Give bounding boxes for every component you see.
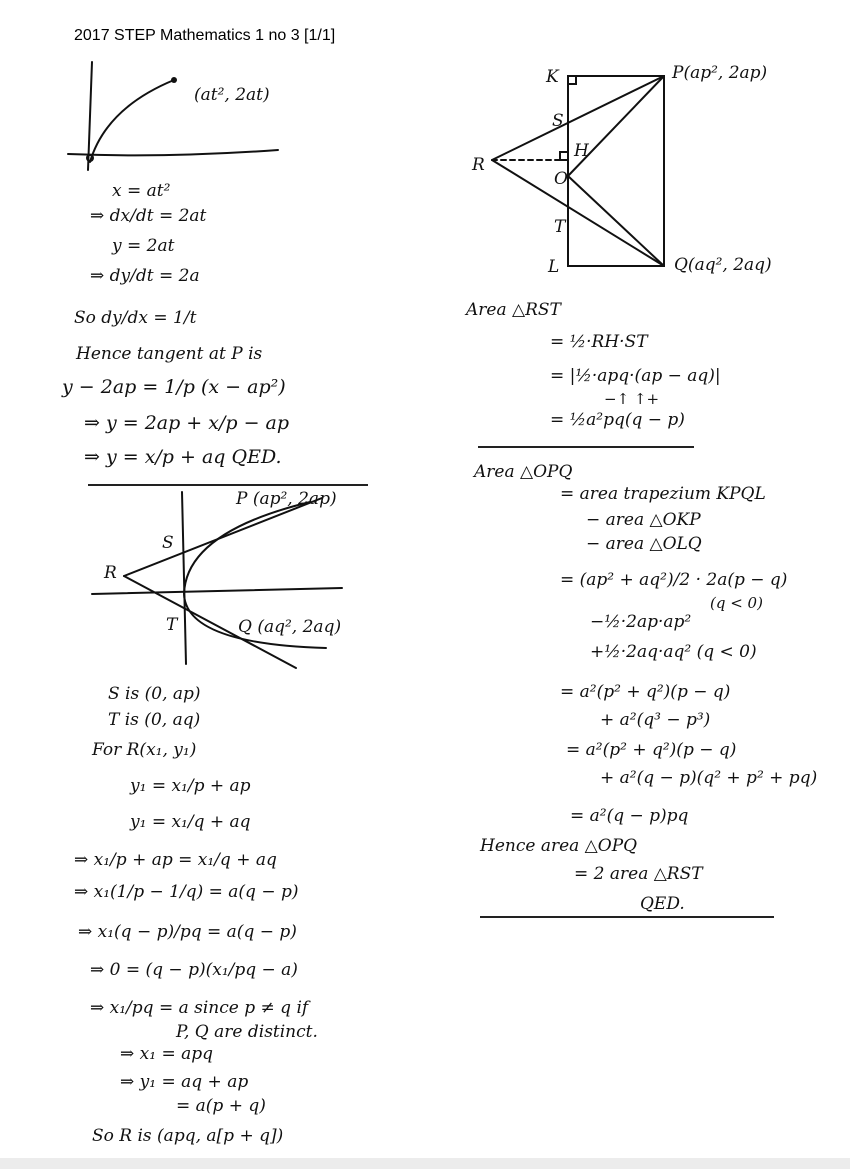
label-p: P(ap², 2ap): [672, 63, 768, 83]
lower-line-1: S is (0, ap): [108, 684, 201, 704]
rst-line-5: = ½a²pq(q − p): [550, 410, 685, 430]
label-r: R: [472, 155, 485, 175]
right-angle-k: [568, 76, 576, 84]
opq-line-8: +½·2aq·aq² (q < 0): [590, 642, 757, 662]
opq-line-10: + a²(q³ − p³): [600, 710, 711, 730]
scan-edge: [0, 1158, 850, 1169]
label-o: O: [554, 169, 568, 189]
page-title: 2017 STEP Mathematics 1 no 3 [1/1]: [74, 27, 336, 44]
label-q: Q (aq², 2aq): [238, 617, 342, 637]
lower-line-12: ⇒ x₁ = apq: [120, 1044, 214, 1064]
line-op: [568, 76, 664, 176]
label-s: S: [552, 111, 564, 131]
opq-line-16: QED.: [640, 894, 685, 914]
label-l: L: [548, 257, 560, 277]
divider-left-1: [88, 484, 368, 486]
tangent-at-p: [124, 498, 322, 576]
deriv-line-6: Hence tangent at P is: [76, 344, 263, 364]
opq-line-14: Hence area △OPQ: [480, 836, 638, 856]
opq-line-2: = area trapezium KPQL: [560, 484, 766, 504]
right-angle-h: [560, 152, 568, 160]
label-t: T: [554, 217, 566, 237]
label-q: Q(aq², 2aq): [674, 255, 772, 275]
lower-line-4: y₁ = x₁/p + ap: [130, 776, 251, 796]
lower-line-9: ⇒ 0 = (q − p)(x₁/pq − a): [90, 960, 298, 980]
y-axis: [182, 492, 186, 664]
line-rq: [492, 160, 664, 266]
tangents-figure-2: [90, 488, 350, 668]
opq-line-3: − area △OKP: [586, 510, 701, 530]
line-oq: [568, 176, 664, 266]
rst-line-1: Area △RST: [466, 300, 561, 320]
lower-line-5: y₁ = x₁/q + aq: [130, 812, 251, 832]
rst-line-3: = |½·apq·(ap − aq)|: [550, 366, 721, 386]
opq-line-15: = 2 area △RST: [574, 864, 703, 884]
lower-line-2: T is (0, aq): [108, 710, 201, 730]
deriv-line-1: x = at²: [112, 181, 171, 201]
lower-line-6: ⇒ x₁/p + ap = x₁/q + aq: [74, 850, 277, 870]
label-p: P (ap², 2ap): [236, 489, 337, 509]
origin-marker: [87, 155, 93, 161]
label-h: H: [574, 141, 589, 161]
lower-line-10: ⇒ x₁/pq = a since p ≠ q if: [90, 998, 309, 1018]
opq-line-7: −½·2ap·ap²: [590, 612, 692, 632]
point-label: (at², 2at): [194, 85, 270, 105]
x-axis: [92, 588, 342, 594]
parabola-figure-1: [66, 58, 286, 178]
deriv-line-8: ⇒ y = 2ap + x/p − ap: [84, 412, 290, 434]
lower-line-15: So R is (apq, a[p + q]): [92, 1126, 284, 1146]
parabola-curve: [90, 80, 174, 162]
lower-line-8: ⇒ x₁(q − p)/pq = a(q − p): [78, 922, 297, 942]
deriv-line-3: y = 2at: [112, 236, 175, 256]
label-k: K: [546, 67, 559, 87]
lower-line-11: P, Q are distinct.: [176, 1022, 318, 1042]
rst-line-2: = ½·RH·ST: [550, 332, 648, 352]
opq-line-4: − area △OLQ: [586, 534, 702, 554]
opq-line-1: Area △OPQ: [474, 462, 573, 482]
label-s: S: [162, 533, 174, 553]
deriv-line-7: y − 2ap = 1/p (x − ap²): [62, 376, 286, 398]
lower-line-7: ⇒ x₁(1/p − 1/q) = a(q − p): [74, 882, 299, 902]
label-r: R: [104, 563, 117, 583]
opq-line-6: (q < 0): [710, 594, 763, 612]
label-t: T: [166, 615, 178, 635]
area-figure-3: [470, 56, 790, 286]
divider-right-2: [480, 916, 774, 918]
opq-line-9: = a²(p² + q²)(p − q): [560, 682, 731, 702]
lower-line-13: ⇒ y₁ = aq + ap: [120, 1072, 249, 1092]
lower-line-3: For R(x₁, y₁): [92, 740, 197, 760]
x-axis: [68, 150, 278, 155]
opq-line-11: = a²(p² + q²)(p − q): [566, 740, 737, 760]
divider-right-1: [478, 446, 694, 448]
lower-line-14: = a(p + q): [176, 1096, 266, 1116]
point-marker: [171, 77, 177, 83]
rst-line-4: −↑ ↑+: [604, 390, 660, 408]
opq-line-13: = a²(q − p)pq: [570, 806, 689, 826]
opq-line-12: + a²(q − p)(q² + p² + pq): [600, 768, 818, 788]
deriv-line-2: ⇒ dx/dt = 2at: [90, 206, 207, 226]
deriv-line-9: ⇒ y = x/p + aq QED.: [84, 446, 282, 468]
opq-line-5: = (ap² + aq²)/2 · 2a(p − q): [560, 570, 788, 590]
deriv-line-5: So dy/dx = 1/t: [74, 308, 197, 328]
deriv-line-4: ⇒ dy/dt = 2a: [90, 266, 200, 286]
